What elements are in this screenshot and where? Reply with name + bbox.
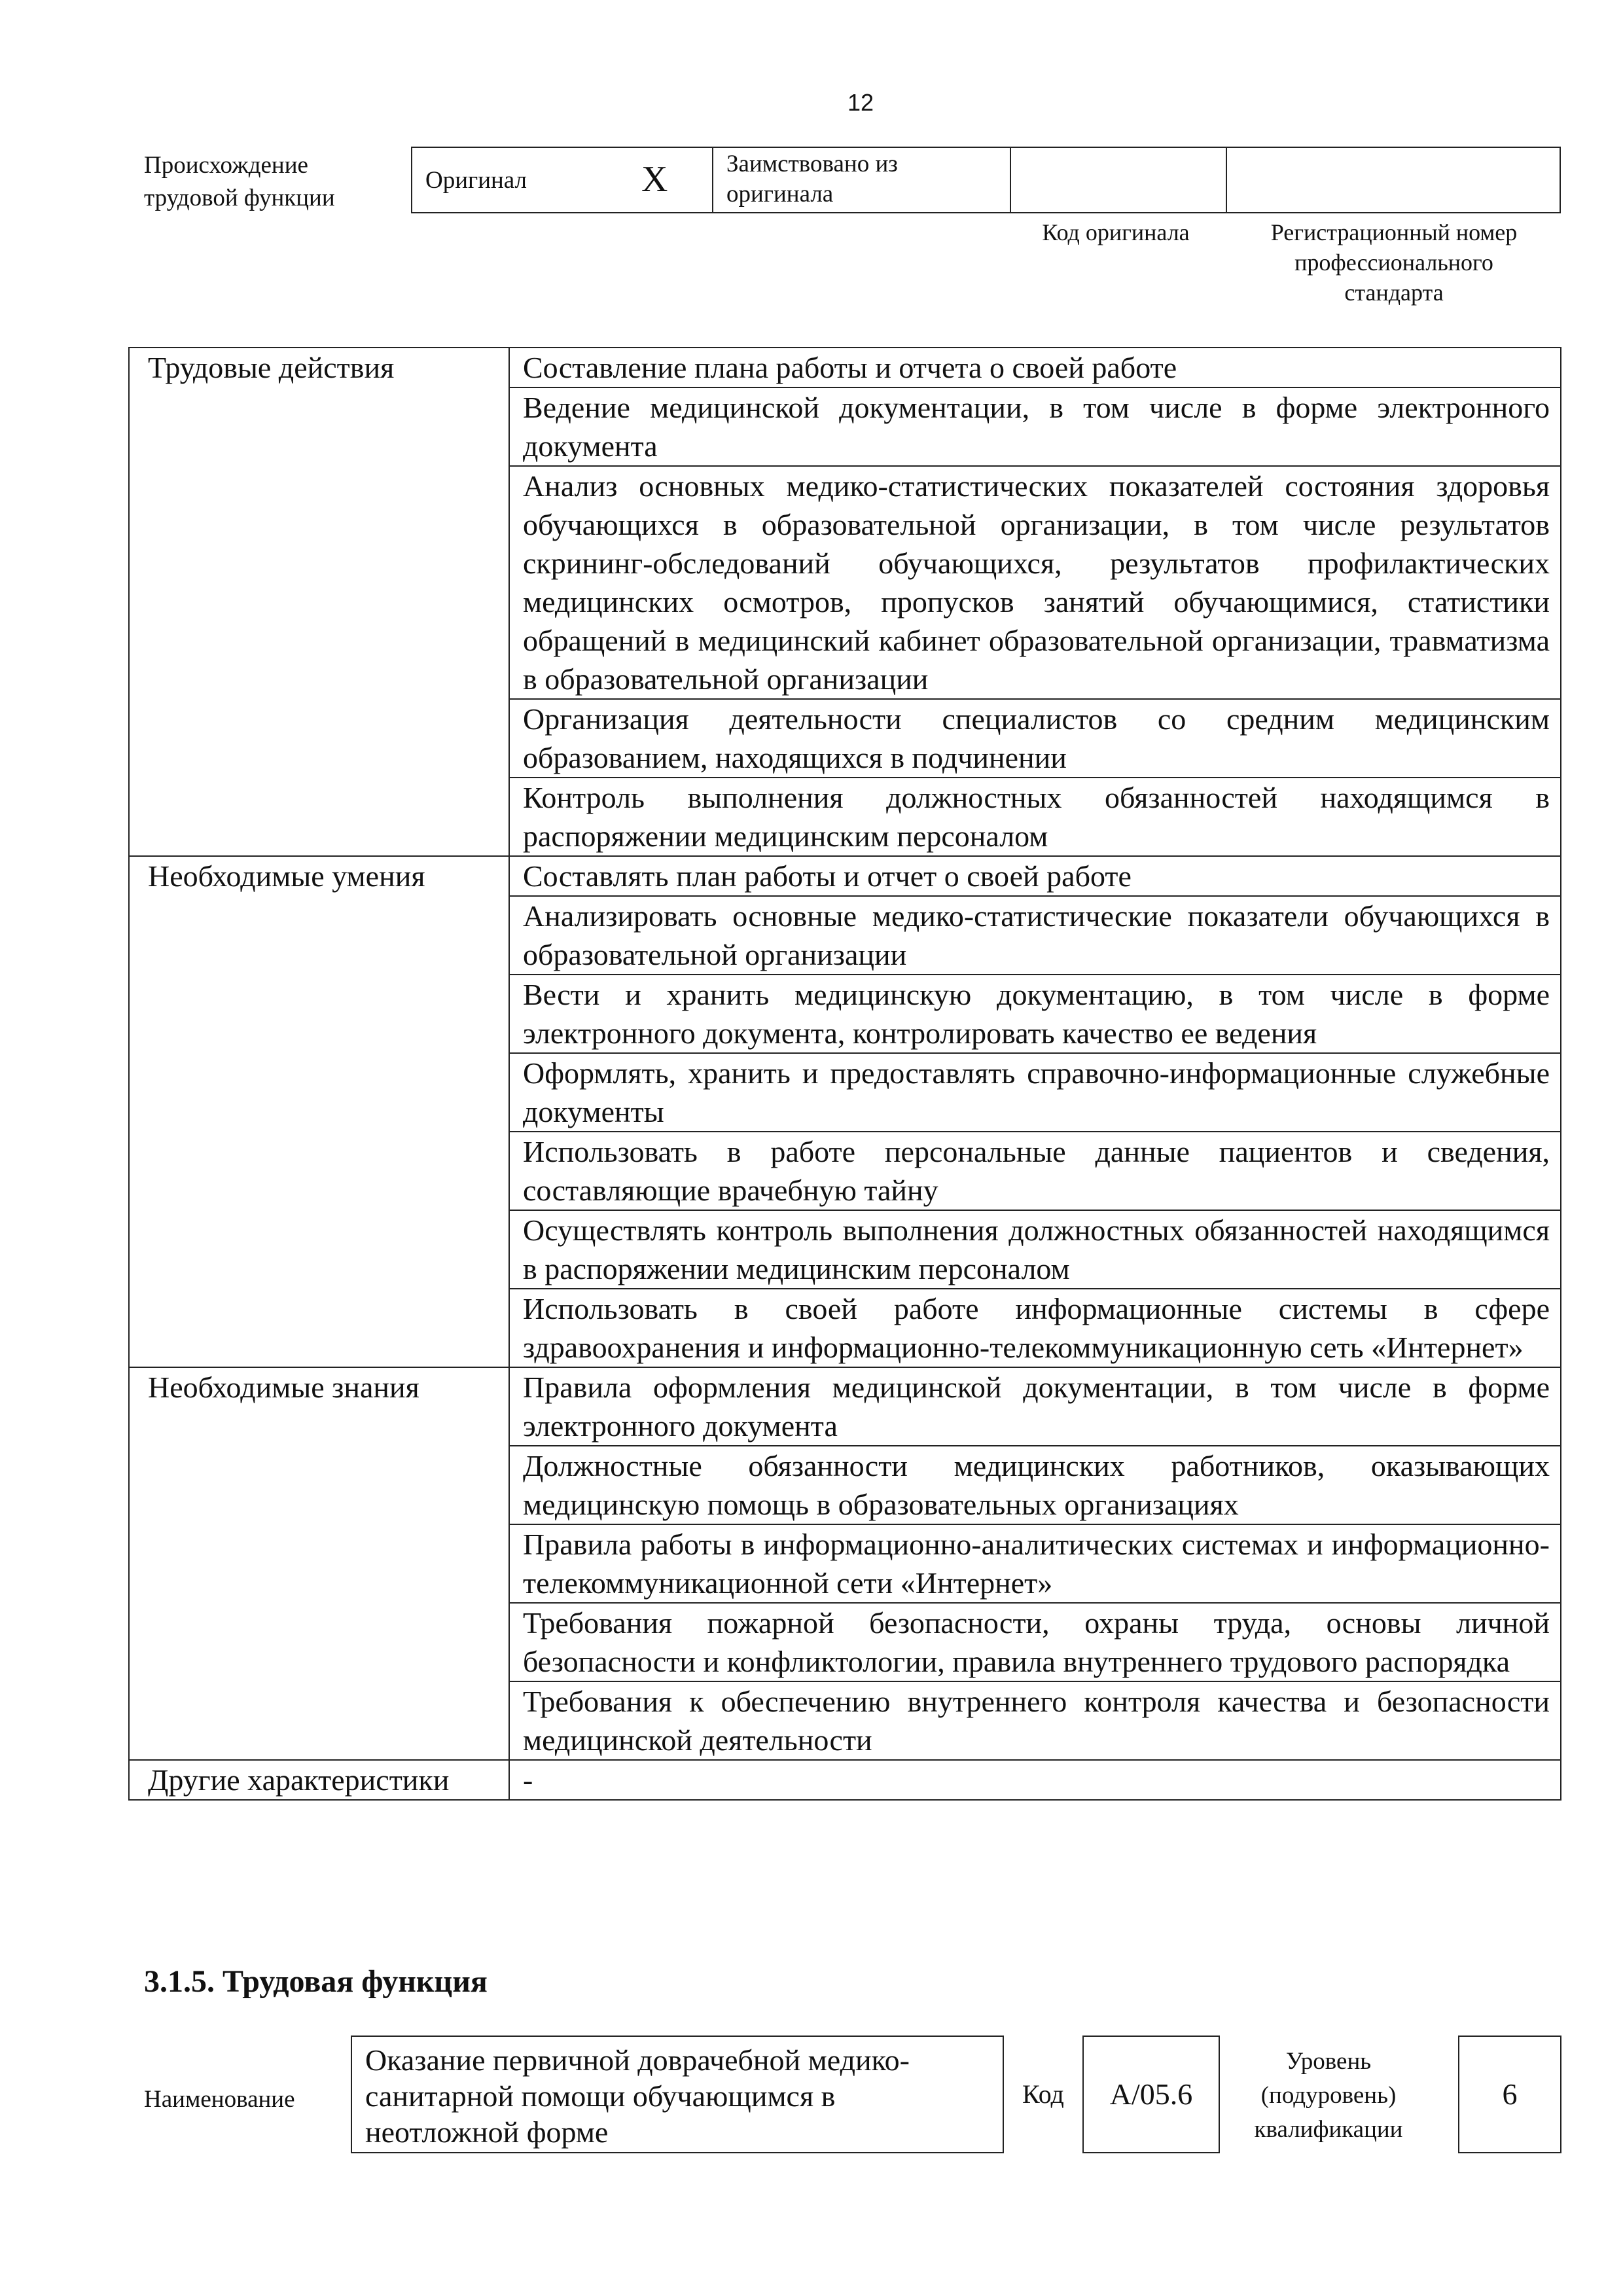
- qualification-level-label: [1230, 2045, 1427, 2147]
- table-row: [129, 856, 1561, 896]
- borrowed-label: [726, 149, 898, 209]
- table-row: [129, 1760, 1561, 1800]
- page-number: 12: [847, 89, 874, 116]
- level-label-line: квалификации: [1254, 2116, 1403, 2143]
- table-cell: Анализировать основные медико-статистические показатели обучающихся в образовательной организации: [509, 896, 1561, 975]
- table-cell: Анализ основных медико-статистических показателей состояния здоровья обучающихся в образовательной организации, в том числе результатов скрининг-обследований обучающихся, результатов профилактических медицинских осмотров, пропусков занятий обучающимися, статистики обращений в медицинский кабинет образовательной организации, травматизма в образовательной организации: [509, 466, 1561, 699]
- function-code-box: A/05.6: [1082, 2036, 1220, 2153]
- table-cell: Составление плана работы и отчета о своей работе: [509, 348, 1561, 387]
- table-cell: Требования пожарной безопасности, охраны труда, основы личной безопасности и конфликтологии, правила внутреннего трудового распорядка: [509, 1603, 1561, 1681]
- table-cell: Ведение медицинской документации, в том числе в форме электронного документа: [509, 387, 1561, 466]
- table-cell: Оформлять, хранить и предоставлять справочно-информационные служебные документы: [509, 1053, 1561, 1132]
- section-title: Необходимые умения: [129, 856, 509, 1367]
- table-cell: Использовать в работе персональные данные пациентов и сведения, составляющие врачебную тайну: [509, 1132, 1561, 1210]
- table-cell: Использовать в своей работе информационные системы в сфере здравоохранения и информационно-телекоммуникационную сеть «Интернет»: [509, 1289, 1561, 1367]
- original-cell: [412, 148, 713, 212]
- function-name-box: Оказание первичной доврачебной медико-санитарной помощи обучающимся в неотложной форме: [351, 2036, 1004, 2153]
- borrowed-label-line: Заимствовано из: [726, 151, 898, 177]
- level-label-line: Уровень: [1285, 2048, 1372, 2075]
- registration-caption-line: профессионального: [1294, 249, 1493, 276]
- labor-function-table: [128, 347, 1561, 1801]
- name-label: Наименование: [144, 2086, 295, 2113]
- registration-number-cell: [1227, 148, 1560, 212]
- origin-label-line: Происхождение: [144, 152, 308, 179]
- level-label-line: (подуровень): [1260, 2082, 1397, 2109]
- section-title: Другие характеристики: [129, 1760, 509, 1800]
- table-cell: Составлять план работы и отчет о своей работе: [509, 856, 1561, 896]
- table-cell: Вести и хранить медицинскую документацию, в том числе в форме электронного документа, контролировать качество ее ведения: [509, 975, 1561, 1053]
- table-cell: Контроль выполнения должностных обязанностей находящимся в распоряжении медицинским персоналом: [509, 778, 1561, 856]
- table-cell: Требования к обеспечению внутреннего контроля качества и безопасности медицинской деятельности: [509, 1681, 1561, 1760]
- borrowed-cell: [713, 148, 1011, 212]
- table-cell: Организация деятельности специалистов со средним медицинским образованием, находящихся в подчинении: [509, 699, 1561, 778]
- table-cell: Правила оформления медицинской документации, в том числе в форме электронного документа: [509, 1367, 1561, 1446]
- origin-label-line: трудовой функции: [144, 185, 335, 211]
- table-cell: Правила работы в информационно-аналитических системах и информационно-телекоммуникационной сети «Интернет»: [509, 1524, 1561, 1603]
- table-cell: -: [509, 1760, 1561, 1800]
- section-title: Трудовые действия: [129, 348, 509, 856]
- borrowed-label-line: оригинала: [726, 181, 834, 207]
- section-title: Необходимые знания: [129, 1367, 509, 1760]
- original-label: Оригинал: [425, 167, 527, 194]
- original-code-cell: [1011, 148, 1227, 212]
- table-cell: Должностные обязанности медицинских работников, оказывающих медицинскую помощь в образовательных организациях: [509, 1446, 1561, 1524]
- origin-label: [144, 149, 335, 215]
- registration-number-caption: [1230, 217, 1558, 308]
- code-label: Код: [1022, 2079, 1064, 2109]
- qualification-level-box: 6: [1458, 2036, 1561, 2153]
- original-code-caption: Код оригинала: [1042, 219, 1190, 245]
- table-row: [129, 348, 1561, 387]
- table-cell: Осуществлять контроль выполнения должностных обязанностей находящимся в распоряжении медицинским персоналом: [509, 1210, 1561, 1289]
- original-mark: Х: [641, 159, 668, 200]
- registration-caption-line: стандарта: [1344, 279, 1444, 306]
- registration-caption-line: Регистрационный номер: [1270, 219, 1518, 245]
- origin-table: [411, 147, 1561, 213]
- section-heading: 3.1.5. Трудовая функция: [144, 1964, 488, 1999]
- table-row: [129, 1367, 1561, 1446]
